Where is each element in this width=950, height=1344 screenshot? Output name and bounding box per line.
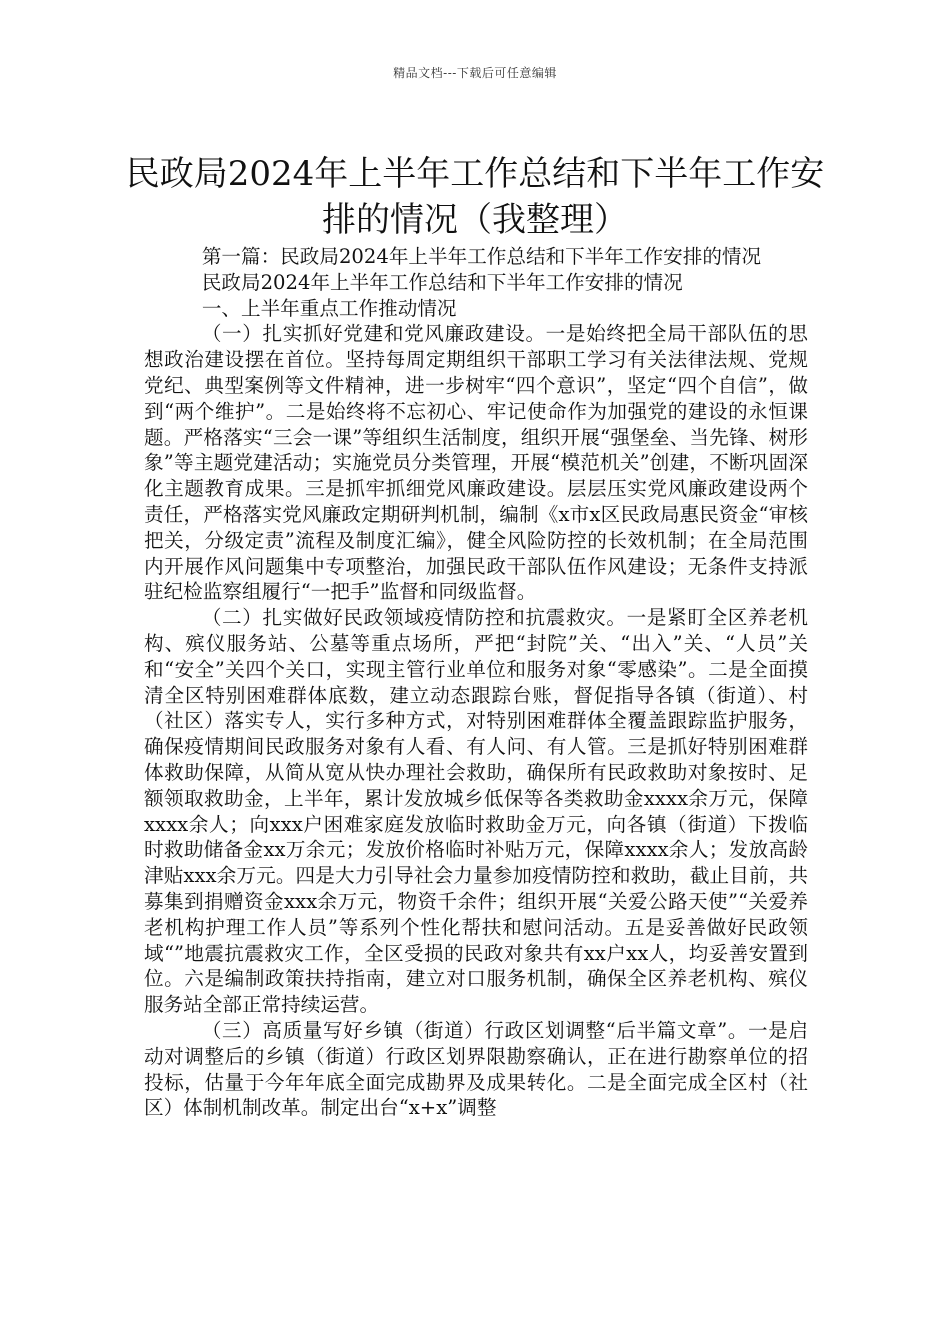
paragraph-chapter-heading: 第一篇：民政局2024年上半年工作总结和下半年工作安排的情况: [201, 245, 762, 268]
paragraph-section-heading: 一、上半年重点工作推动情况: [201, 296, 457, 320]
document-body: [144, 244, 808, 1121]
page-header-note: 精品文档---下载后可任意编辑: [393, 66, 557, 80]
document-title: 民政局2024年上半年工作总结和下半年工作安排的情况（我整理）: [125, 153, 825, 240]
paragraph-party-building: （一）扎实抓好党建和党风廉政建设。一是始终把全局干部队伍的思想政治建设摆在首位。坚持每周定期组织干部职工学习有关法律法规、党规党纪、典型案例等文件精神，进一步树牢“四个意识”，坚定“四个自信”，做到“两个维护”。二是始终将不忘初心、牢记使命作为加强党的建设的永恒课题。严格落实“三会一课”等组织生活制度，组织开展“强堡垒、当先锋、树形象”等主题党建活动；实施党员分类管理，开展“模范机关”创建，不断巩固深化主题教育成果。三是抓牢抓细党风廉政建设。层层压实党风廉政建设两个责任，严格落实党风廉政定期研判机制，编制《x市x区民政局惠民资金“审核把关，分级定责”流程及制度汇编》，健全风险防控的长效机制；在全局范围内开展作风问题集中专项整治，加强民政干部队伍作风建设；无条件支持派驻纪检监察组履行“一把手”监督和同级监督。: [144, 322, 808, 604]
paragraph-division-adjustment: （三）高质量写好乡镇（街道）行政区划调整“后半篇文章”。一是启动对调整后的乡镇（街道）行政区划界限勘察确认，正在进行勘察单位的招投标，估量于今年年底全面完成勘界及成果转化。二是全面完成全区村（社区）体制机制改革。制定出台“x+x”调整: [144, 1018, 808, 1120]
paragraph-epidemic-disaster: （二）扎实做好民政领域疫情防控和抗震救灾。一是紧盯全区养老机构、殡仪服务站、公墓等重点场所，严把“封院”关、“出入”关、“人员”关和“安全”关四个关口，实现主管行业单位和服务对象“零感染”。二是全面摸清全区特别困难群体底数，建立动态跟踪台账，督促指导各镇（街道）、村（社区）落实专人，实行多种方式，对特别困难群体全覆盖跟踪监护服务，确保疫情期间民政服务对象有人看、有人问、有人管。三是抓好特别困难群体救助保障，从简从宽从快办理社会救助，确保所有民政救助对象按时、足额领取救助金，上半年，累计发放城乡低保等各类救助金xxxx余万元，保障xxxx余人；向xxx户困难家庭发放临时救助金万元，向各镇（街道）下拨临时救助储备金xx万余元；发放价格临时补贴万元，保障xxxx余人；发放高龄津贴xxx余万元。四是大力引导社会力量参加疫情防控和救助，截止目前，共募集到捐赠资金xxx余万元，物资千余件；组织开展“关爱公路天使”“关爱养老机构护理工作人员”等系列个性化帮扶和慰问活动。五是妥善做好民政领域“”地震抗震救灾工作，全区受损的民政对象共有xx户xx人，均妥善安置到位。六是编制政策扶持指南，建立对口服务机制，确保全区养老机构、殡仪服务站全部正常持续运营。: [144, 606, 808, 1017]
paragraph-subtitle: 民政局2024年上半年工作总结和下半年工作安排的情况: [201, 270, 683, 294]
